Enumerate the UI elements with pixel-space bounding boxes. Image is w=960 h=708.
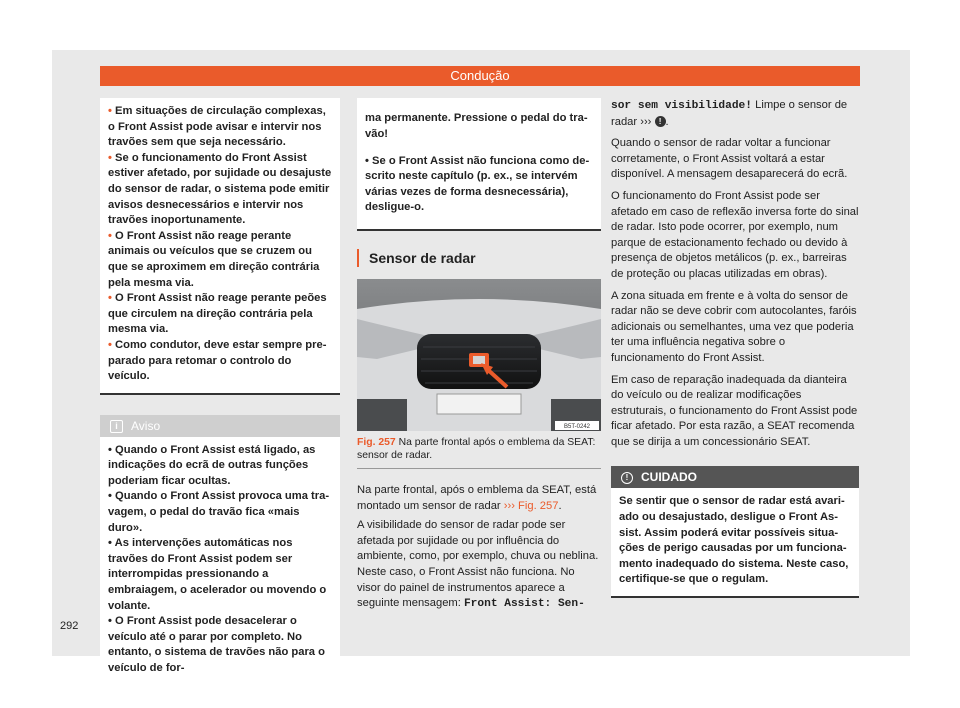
caution-box [611,466,859,598]
paragraph: Quando o sensor de radar voltar a funcionar corretamente, o Front Assist voltará a estar disponível. A mensagem desaparecerá do ecrã. [611,137,848,181]
display-message: Front Assist: Sen- [463,598,585,611]
caution-header [611,466,859,488]
column-left [100,98,340,685]
bullet-icon: • [108,338,112,351]
paragraph: sor sem visibilidade! Limpe o sensor de radar ››› ! . [611,99,848,128]
note-header [100,415,340,437]
note-item: • O Front Assist pode desacelerar o veículo até o parar por completo. No entanto, o sistema de travões não para o veículo de for- [108,615,325,674]
figure-label: Fig. 257 [357,436,396,448]
caution-body [611,488,859,596]
warning-item: • Se o funcionamento do Front Assist estiver afetado, por sujidade ou desajuste do sensor de radar, o sistema pode emitir avisos desnecessários e intervir nos travões inoportunamente. [108,151,332,227]
figure-code: B5T-0242 [563,423,591,430]
caution-text: Se sentir que o sensor de radar está avariado ou desajustado, desligue o Front Assist. Assim poderá evitar possíveis situações de perigo causadas por um funcionamento inadequado do sistema. Neste caso, certifique-se que o regulam. [619,495,849,586]
note-item: • Quando o Front Assist provoca uma travagem, o pedal do travão fica «mais duro». [108,490,330,534]
warning-item: • O Front Assist não reage perante peões que circulem na direção contrária pela mesma via. [108,292,327,336]
reference-arrow: ››› [640,115,652,128]
info-icon: i [110,420,123,433]
paragraph: Em caso de reparação inadequada da dianteira do veículo ou de realizar modificações estruturais, o funcionamento do Front Assist pode ficar afetado. Por esta razão, a SEAT recomenda que se dirija a um concessionário SEAT. [611,373,858,448]
section-title: Sensor de radar [357,249,601,267]
chapter-header: Condução [100,66,860,86]
warning-circle-icon[interactable]: ! [655,116,666,127]
warning-item: • Se o Front Assist não funciona como descrito neste capítulo (p. ex., se intervém várias vezes de forma desnecessária), desligue-o. [365,154,590,214]
warning-item: ma permanente. Pressione o pedal do travão! [365,112,588,140]
note-box [100,415,340,685]
figure-link[interactable]: ››› Fig. 257 [503,499,559,512]
bullet-icon: • [108,292,112,305]
note-title: Aviso [131,418,161,433]
warning-item: • O Front Assist não reage perante animais ou veículos que se cruzem ou que se aproximem em direção contrária pela mesma via. [108,229,320,289]
paragraph: Na parte frontal, após o emblema da SEAT, está montado um sensor de radar ››› Fig. 257. [357,483,597,512]
note-item: • Quando o Front Assist está ligado, as indicações do ecrã de outras funções poderiam ficar ocultas. [108,443,316,487]
car-front-photo [357,279,601,431]
page-number: 292 [60,620,79,632]
column-middle [357,98,601,613]
note-body [100,437,340,685]
warning-item: • Como condutor, deve estar sempre preparado para retomar o controlo do veículo. [108,338,327,383]
column-right [611,98,859,598]
paragraph: A zona situada em frente e à volta do sensor de radar não se deve cobrir com autocolantes, faróis adicionais ou semelhantes, uma vez que poderia ter uma influência negativa sobre o funcionamento do Front Assist. [611,289,857,364]
warning-item: • Em situações de circulação complexas, o Front Assist pode avisar e intervir nos travões sem que seja necessário. [108,105,326,149]
caution-icon: ! [621,472,633,484]
note-item: • As intervenções automáticas nos travões do Front Assist podem ser interrompidas pressionando a embraiagem, o acelerador ou movendo o volante. [108,537,327,612]
warning-box-continued [357,98,601,231]
bullet-icon: • [108,229,112,242]
car-front-illustration [357,279,601,431]
figure-caption: Fig. 257 Na parte frontal após o emblema da SEAT: sensor de radar. [357,436,601,469]
paragraph: O funcionamento do Front Assist pode ser afetado em caso de reflexão inversa forte do sinal de radar. Isto pode ocorrer, por exemplo, num parque de estacionamento fechado ou devido à presença de objetos metálicos (p. ex., barreiras de proteção ou placas utilizadas em obras). [611,189,859,280]
bullet-icon: • [108,105,112,117]
caution-title: CUIDADO [641,470,697,485]
paragraph: A visibilidade do sensor de radar pode ser afetada por sujidade ou por influência do ambiente, como, por exemplo, chuva ou neblina. Neste caso, o Front Assist não funciona. No visor do painel de instrumentos aparece a seguinte mensagem: Front Assist: Sen- [357,519,599,611]
display-message: sor sem visibilidade! [611,100,752,112]
bullet-icon: • [108,151,112,164]
warning-box [100,98,340,395]
